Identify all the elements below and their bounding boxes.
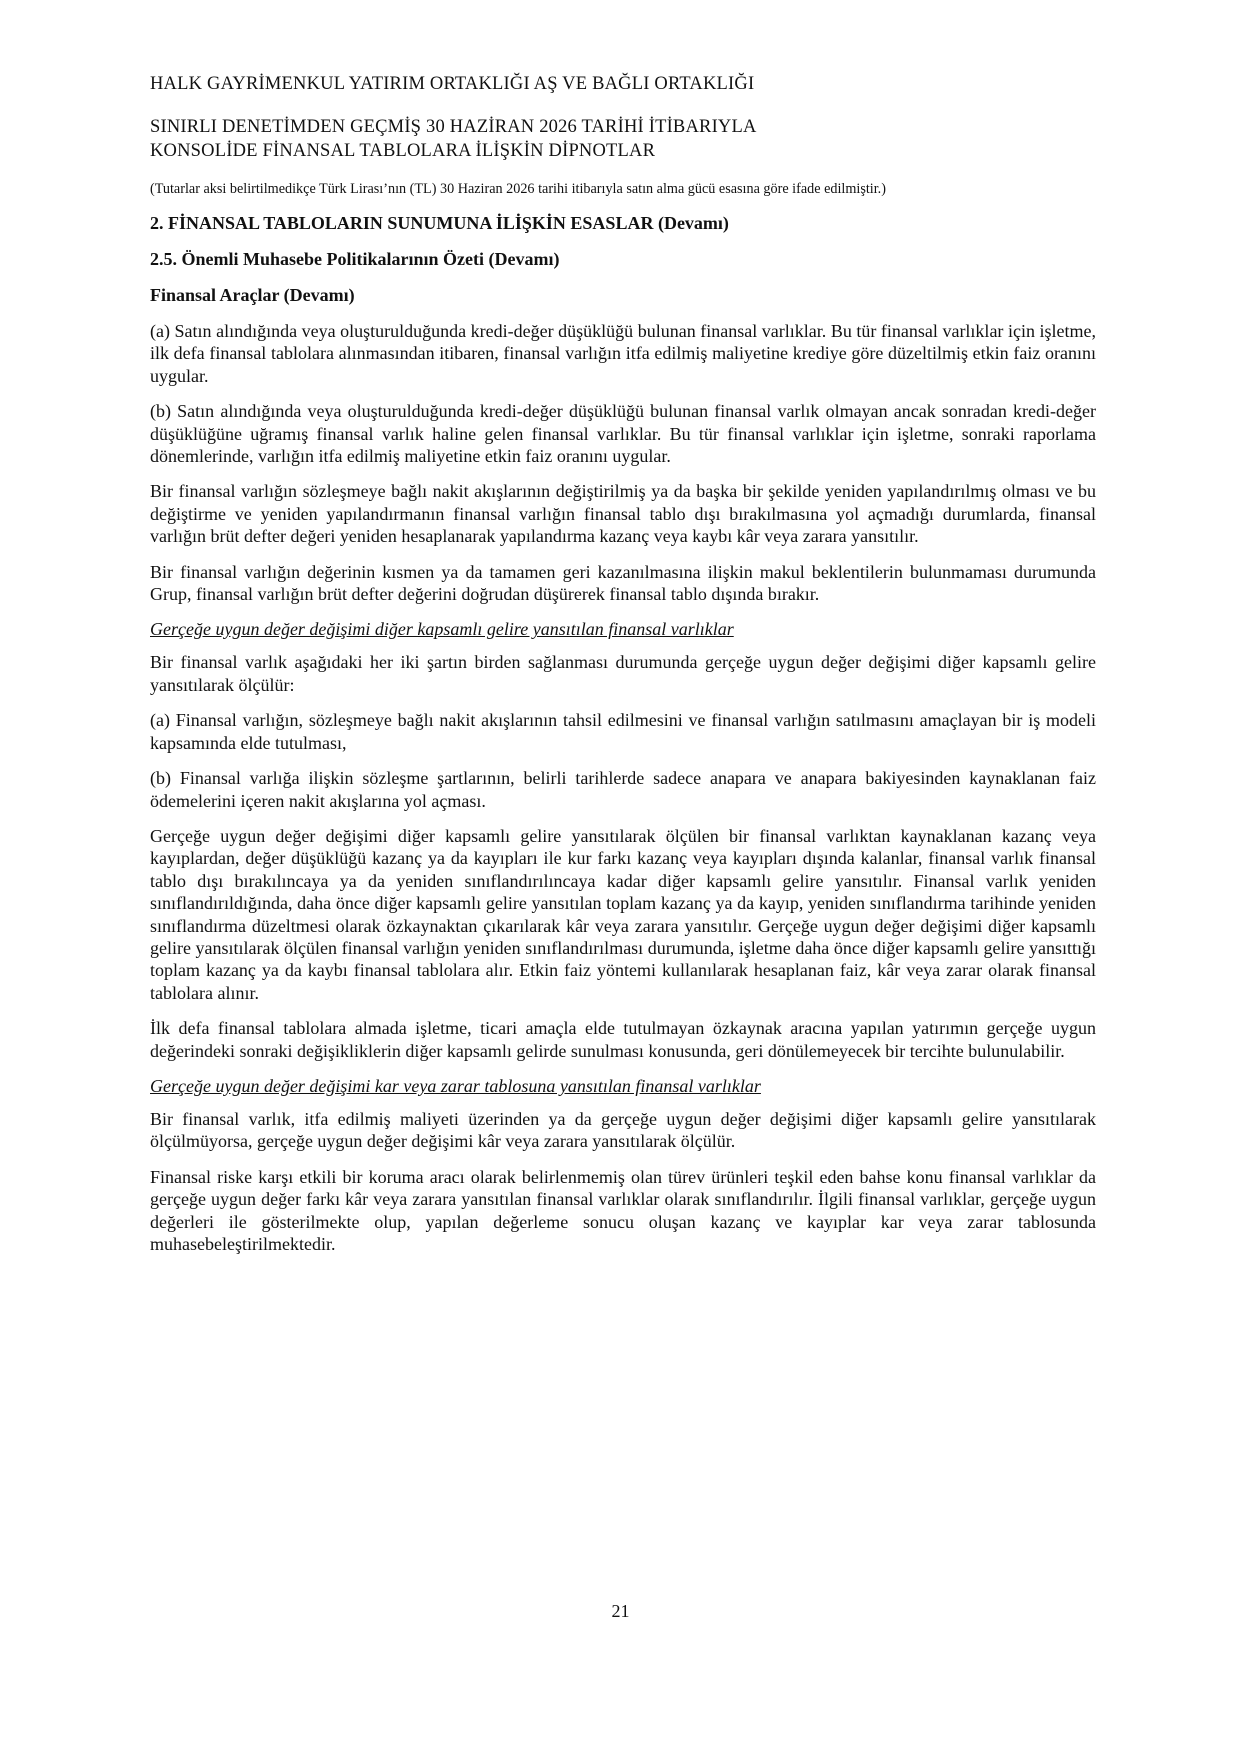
paragraph-condition-a: (a) Finansal varlığın, sözleşmeye bağlı nakit akışlarının tahsil edilmesini ve finansal varlığın satılmasını amaçlayan bir iş modeli kapsamında elde tutulması, [150, 710, 1096, 753]
page-number: 21 [611, 1601, 630, 1621]
section-heading: 2. FİNANSAL TABLOLARIN SUNUMUNA İLİŞKİN ESASLAR (Devamı) [150, 213, 729, 233]
paragraph-modification: Bir finansal varlığın sözleşmeye bağlı nakit akışlarının değiştirilmiş ya da başka bir şekilde yeniden yapılandırılmış olması ve bu değiştirme ve yeniden yapılandırmanın finansal varlığın finansal tablo dışı bırakılmasına yol açmadığı durumlarda, finansal varlığın brüt defter değeri yeniden hesaplanarak yapılandırma kazanç veya kaybı kâr veya zarara yansıtılır. [150, 481, 1096, 547]
paragraph-a-credit-impaired: (a) Satın alındığında veya oluşturulduğunda kredi-değer düşüklüğü bulunan finansal varlıklar. Bu tür finansal varlıklar için işletme, ilk defa finansal tablolara alınmasından itibaren, finansal varlığın itfa edilmiş maliyetine krediye göre düzeltilmiş etkin faiz oranını uygular. [150, 321, 1096, 386]
subheading-fvtpl: Gerçeğe uygun değer değişimi kar veya zarar tablosuna yansıtılan finansal varlıklar [150, 1075, 761, 1096]
document-page [150, 72, 1096, 1268]
paragraph-condition-b: (b) Finansal varlığa ilişkin sözleşme şartlarının, belirli tarihlerde sadece anapara ve anapara bakiyesinden kaynaklanan faiz ödemelerini içeren nakit akışlarına yol açması. [150, 768, 1096, 811]
report-subtitle-line-2: KONSOLİDE FİNANSAL TABLOLARA İLİŞKİN DİPNOTLAR [150, 141, 656, 161]
paragraph-derivatives: Finansal riske karşı etkili bir koruma aracı olarak belirlenmemiş olan türev ürünleri teşkil eden bahse konu finansal varlıklar da gerçeğe uygun değer farkı kâr veya zarara yansıtılan finansal varlıklar olarak sınıflandırılır. İlgili finansal varlıklar, gerçeğe uygun değerleri ile gösterilmekte olup, yapılan değerleme sonucu oluşan kazanç ve kayıplar kar veya zarar tablosunda muhasebeleştirilmektedir. [150, 1166, 1096, 1254]
subheading-fvoci: Gerçeğe uygun değer değişimi diğer kapsamlı gelire yansıtılan finansal varlıklar [150, 619, 734, 640]
company-title: HALK GAYRİMENKUL YATIRIM ORTAKLIĞI AŞ VE BAĞLI ORTAKLIĞI [150, 74, 755, 94]
paragraph-equity-election: İlk defa finansal tablolara almada işletme, ticari amaçla elde tutulmayan özkaynak aracına yapılan yatırımın gerçeğe uygun değerindeki sonraki değişikliklerin diğer kapsamlı gelirde sunulması konusunda, geri dönülemeyecek bir tercihte bulunulabilir. [150, 1018, 1096, 1061]
currency-note: (Tutarlar aksi belirtilmedikçe Türk Lirası’nın (TL) 30 Haziran 2026 tarihi itibarıyla satın alma gücü esasına göre ifade edilmiştir.) [150, 181, 886, 197]
report-subtitle-line-1: SINIRLI DENETİMDEN GEÇMİŞ 30 HAZİRAN 2026 TARİHİ İTİBARIYLA [150, 117, 757, 137]
report-subtitle [150, 115, 1096, 163]
paragraph-write-off: Bir finansal varlığın değerinin kısmen ya da tamamen geri kazanılmasına ilişkin makul beklentilerin bulunmaması durumunda Grup, finansal varlığın brüt defter değerini doğrudan düşürerek finansal tablo dışında bırakır. [150, 561, 1096, 605]
paragraph-fvoci-conditions: Bir finansal varlık aşağıdaki her iki şartın birden sağlanması durumunda gerçeğe uygun değer değişimi diğer kapsamlı gelire yansıtılarak ölçülür: [150, 652, 1096, 695]
paragraph-fvoci-gains: Gerçeğe uygun değer değişimi diğer kapsamlı gelire yansıtılarak ölçülen bir finansal varlıktan kaynaklanan kazanç veya kayıplardan, değer düşüklüğü kazanç ya da kayıpları ile kur farkı kazanç veya kayıpları dışında kalanlar, finansal varlık finansal tablo dışı bırakılıncaya ya da yeniden sınıflandırılıncaya kadar diğer kapsamlı gelire yansıtılır. Finansal varlık yeniden sınıflandırıldığında, daha önce diğer kapsamlı gelire yansıtılan toplam kazanç ya da kayıp, yeniden sınıflandırma tarihinde yeniden sınıflandırma düzeltmesi olarak özkaynaktan çıkarılarak kâr veya zarara yansıtılır. Gerçeğe uygun değer değişimi diğer kapsamlı gelire yansıtılarak ölçülen finansal varlığın yeniden sınıflandırılması durumunda, işletme daha önce diğer kapsamlı gelire yansıttığı toplam kazanç ya da kaybı finansal tablolara alır. Etkin faiz yöntemi kullanılarak hesaplanan faiz, kâr veya zarar olarak finansal tablolara alınır. [150, 825, 1096, 1003]
topic-heading: Finansal Araçlar (Devamı) [150, 285, 355, 305]
paragraph-fvtpl-measurement: Bir finansal varlık, itfa edilmiş maliyeti üzerinden ya da gerçeğe uygun değer değişimi diğer kapsamlı gelire yansıtılarak ölçülmüyorsa, gerçeğe uygun değer değişimi kâr veya zarara yansıtılarak ölçülür. [150, 1108, 1096, 1152]
paragraph-b-credit-impaired: (b) Satın alındığında veya oluşturulduğunda kredi-değer düşüklüğü bulunan finansal varlık olmayan ancak sonradan kredi-değer düşüklüğüne uğramış finansal varlık haline gelen finansal varlıklar. Bu tür finansal varlıklar için işletme, sonraki raporlama dönemlerinde, varlığın itfa edilmiş maliyetine etkin faiz oranını uygular. [150, 401, 1096, 467]
section-subheading: 2.5. Önemli Muhasebe Politikalarının Özeti (Devamı) [150, 249, 560, 269]
